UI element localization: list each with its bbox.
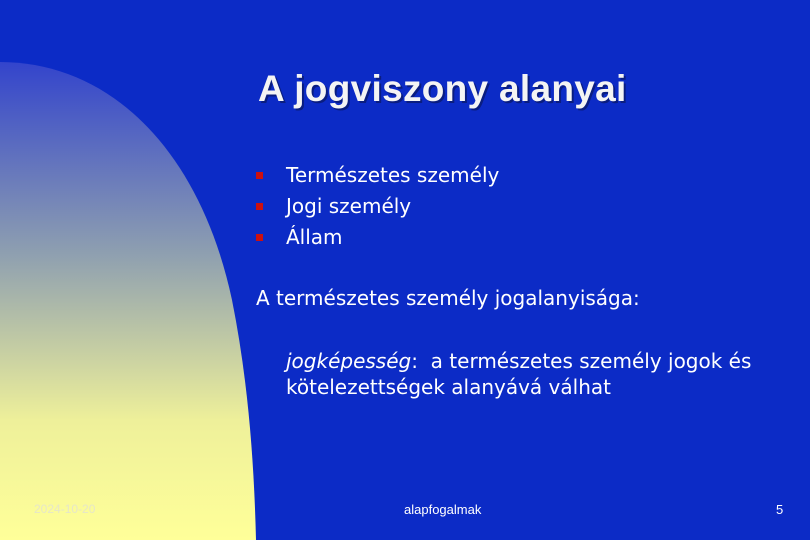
bullet-text: Jogi személy (286, 194, 412, 218)
page-number: 5 (776, 502, 784, 517)
bullet-text: Természetes személy (286, 163, 500, 187)
definition-text: a természetes személy jogok és kötelezettségek alanyává válhat (286, 349, 765, 399)
square-bullet-icon (256, 234, 263, 241)
definition-colon: : (411, 349, 418, 373)
square-bullet-icon (256, 203, 263, 210)
bullet-item (256, 222, 499, 253)
definition-paragraph (286, 348, 786, 400)
slide-title: A jogviszony alanyai (258, 68, 627, 109)
subheading: A természetes személy jogalanyisága: (256, 286, 640, 310)
bullet-text: Állam (286, 225, 343, 249)
footer-date: 2024-10-20 (34, 502, 96, 516)
footer-center-text: alapfogalmak (404, 502, 482, 517)
square-bullet-icon (256, 172, 263, 179)
bullet-item (256, 160, 499, 191)
bullet-item (256, 191, 499, 222)
definition-term: jogképesség (286, 349, 412, 373)
bullet-list (256, 160, 499, 253)
